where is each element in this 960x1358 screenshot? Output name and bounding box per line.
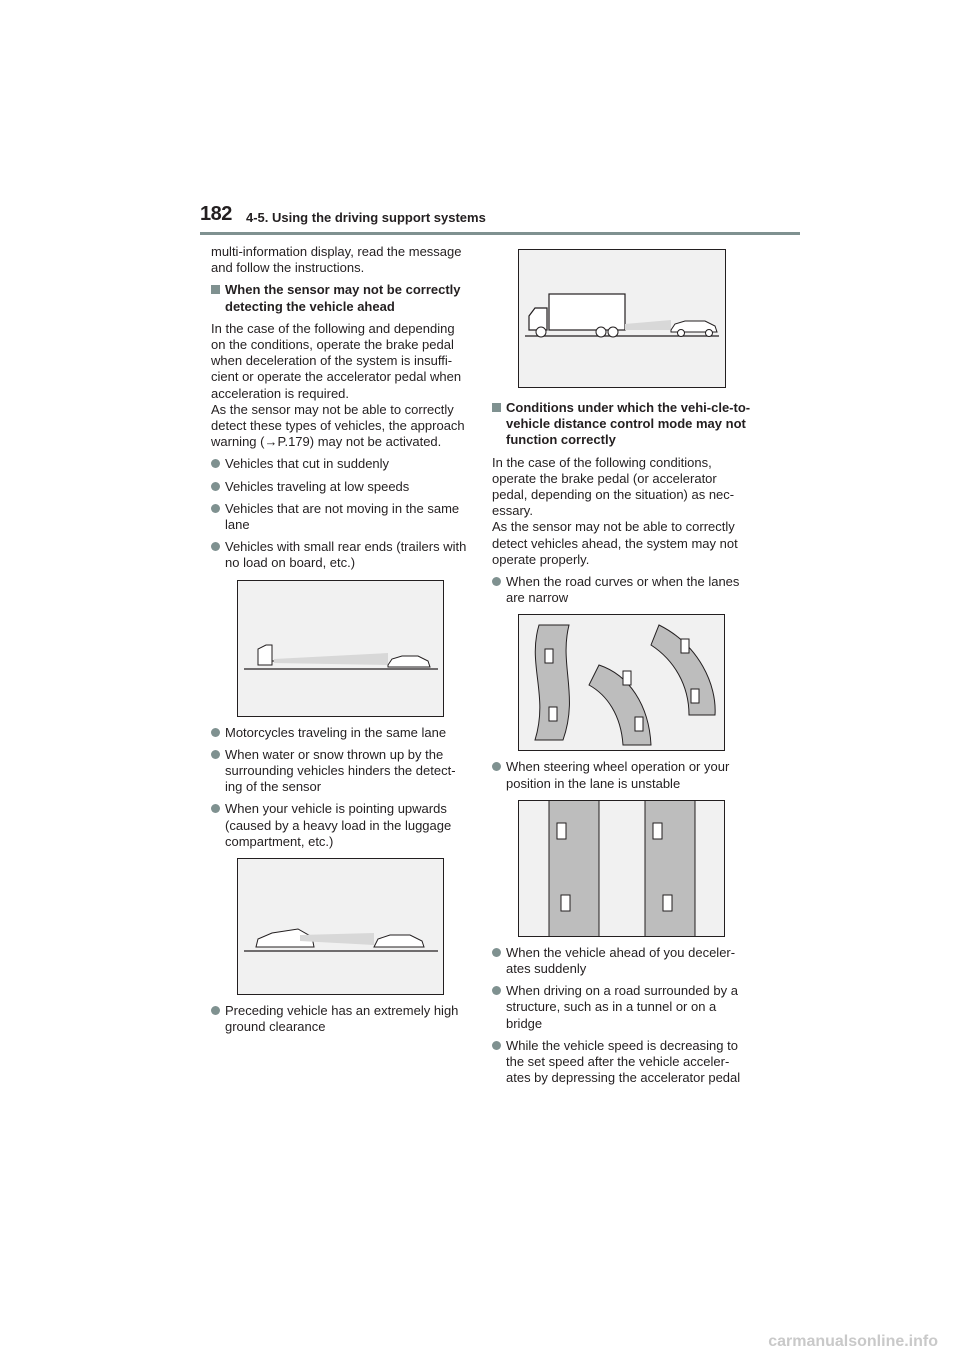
circle-bullet-icon [492,1041,501,1050]
list-item: When the road curves or when the lanes are narrow [492,574,752,606]
header-divider [200,232,800,235]
list-item: Vehicles that cut in suddenly [211,456,471,472]
list-item: When the vehicle ahead of you deceler-ates suddenly [492,945,752,977]
list-item: When driving on a road surrounded by a structure, such as in a tunnel or on a bridge [492,983,752,1032]
circle-bullet-icon [492,577,501,586]
circle-bullet-icon [211,804,220,813]
list-item: Vehicles with small rear ends (trailers with no load on board, etc.) [211,539,471,571]
watermark: carmanualsonline.info [768,1333,938,1350]
circle-bullet-icon [211,750,220,759]
list-item: Vehicles traveling at low speeds [211,479,471,495]
paragraph: In the case of the following conditions, operate the brake pedal (or accelerator pedal, depending on the situation) as nec-essary. [492,454,735,519]
figure-truck-radar [518,249,726,388]
subheading-conditions: Conditions under which the vehi-cle-to-vehicle distance control mode may not function correctly [492,400,752,449]
right-column [492,394,752,1092]
page-number: 182 [200,203,232,225]
square-bullet-icon [492,403,501,412]
list-item: Motorcycles traveling in the same lane [211,725,471,741]
subheading-sensor: When the sensor may not be correctly detecting the vehicle ahead [211,282,471,314]
paragraph: As the sensor may not be able to correctly detect vehicles ahead, the system may not operate properly. [492,519,738,567]
circle-bullet-icon [492,762,501,771]
circle-bullet-icon [211,1006,220,1015]
intro-text: multi-information display, read the message and follow the instructions. [211,244,462,276]
section-title: 4-5. Using the driving support systems [246,210,486,225]
circle-bullet-icon [492,948,501,957]
paragraph: As the sensor may not be able to correctly detect these types of vehicles, the approach warning (→P.179) may not be activated. [211,401,465,450]
list-item: When steering wheel operation or your position in the lane is unstable [492,759,752,791]
paragraph: In the case of the following and depending on the conditions, operate the brake pedal when deceleration of the system is insuffi-cient or operate the accelerator pedal when acceleration is required. [211,320,462,401]
figure-trailer [237,580,444,717]
circle-bullet-icon [211,542,220,551]
circle-bullet-icon [211,482,220,491]
figure-curved-roads [518,614,725,751]
left-column [211,244,471,1041]
figure-unstable-lane [518,800,725,937]
circle-bullet-icon [211,728,220,737]
list-item: Vehicles that are not moving in the same lane [211,501,471,533]
list-item: When your vehicle is pointing upwards (caused by a heavy load in the luggage compartment, etc.) [211,801,471,850]
circle-bullet-icon [492,986,501,995]
square-bullet-icon [211,285,220,294]
list-item: While the vehicle speed is decreasing to the set speed after the vehicle acceler-ates by depressing the accelerator pedal [492,1038,752,1087]
list-item: When water or snow thrown up by the surrounding vehicles hinders the detect-ing of the sensor [211,747,471,796]
circle-bullet-icon [211,504,220,513]
circle-bullet-icon [211,459,220,468]
figure-pointing-upwards [237,858,444,995]
list-item: Preceding vehicle has an extremely high ground clearance [211,1003,471,1035]
